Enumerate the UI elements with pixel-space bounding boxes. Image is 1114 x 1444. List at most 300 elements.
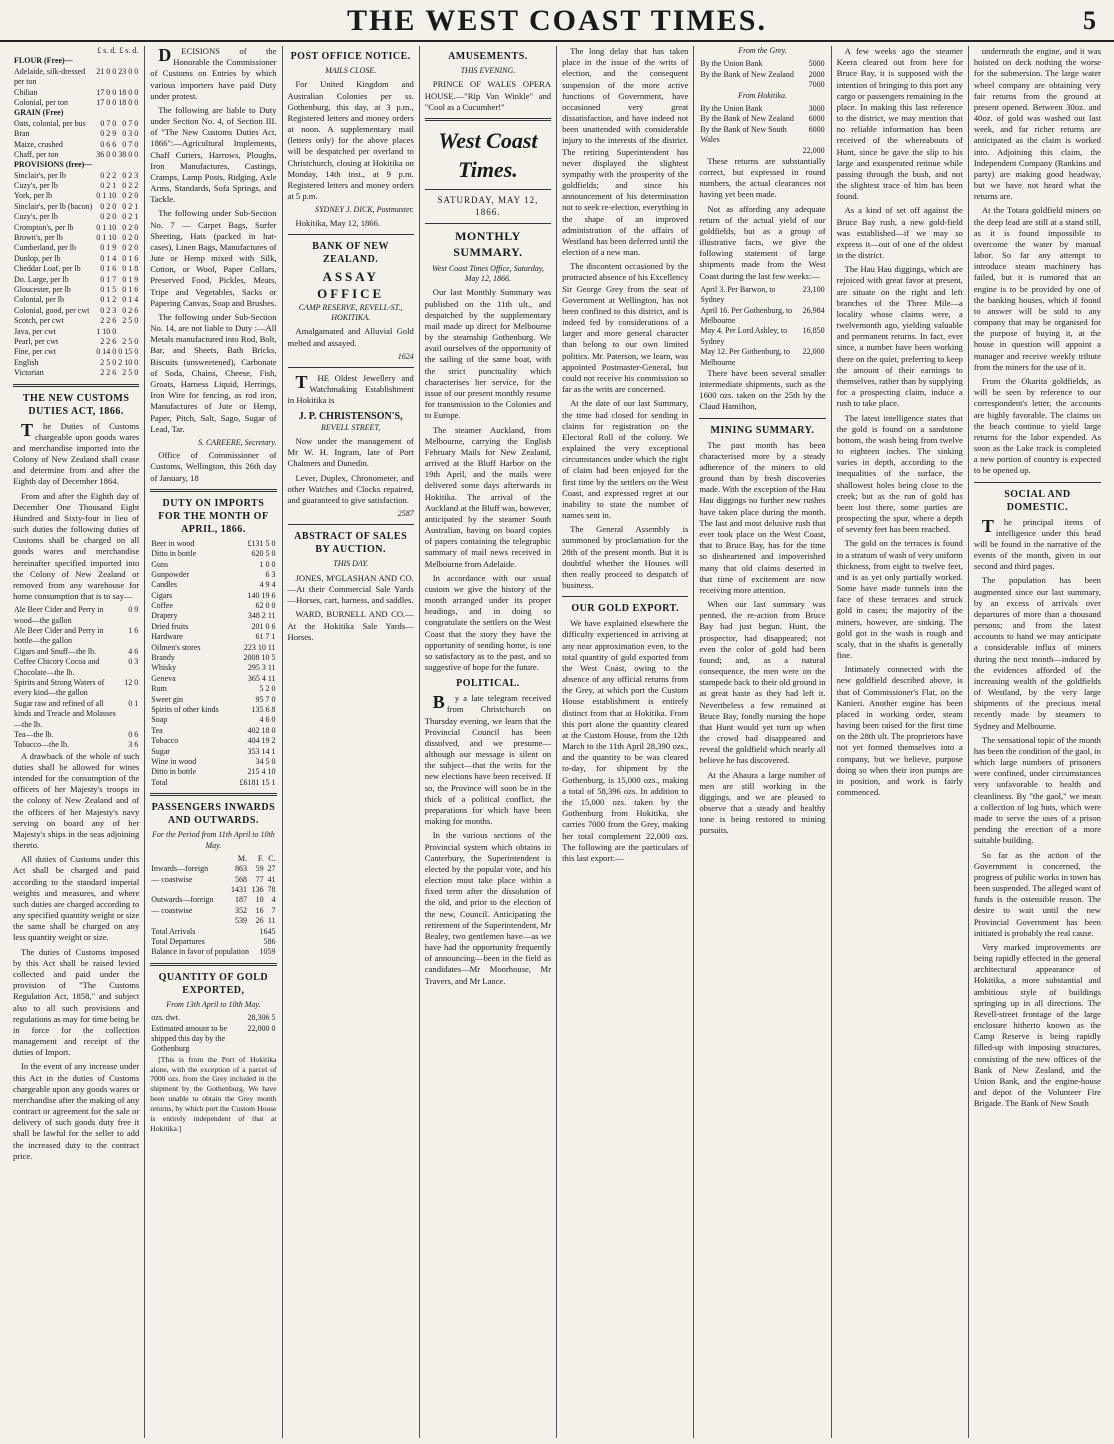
political-paragraph: The General Assembly is summoned by proclamation for the 28th of the present month. But it is doubtful whether the Houses will then really proceed to despatch of business. [562,524,689,591]
oz-label: ozs. dwt. [151,1013,180,1023]
jeweller-ad-street: REVELL STREET, [321,422,381,432]
hokitika-row [699,104,825,114]
hokitika-row-label: By the Union Bank [700,103,763,113]
import-row-v: 365 4 11 [247,673,276,683]
price-row [13,254,139,264]
price-a: 21 0 0 [96,66,117,76]
import-row-v: 353 14 1 [247,746,276,756]
import-row [150,601,276,611]
price-b: 0 2 0 [122,233,139,243]
price-a: 0 1 10 [96,222,117,232]
duty-row [13,730,139,740]
passenger-row-c: 78 [267,885,276,895]
duty-row [13,740,139,750]
price-a: 2 2 6 [100,336,117,346]
price-row [13,264,139,274]
price-label: Gloucester, per lb [14,284,71,294]
passenger-row-f: 136 [251,885,264,895]
shipment-row-v: 16,850 [802,326,825,336]
passenger-row-f: 59 [255,864,264,874]
column-6 [694,46,831,1438]
duty-row-label: Tobacco—the lb. [14,740,69,750]
price-a: 0 7 0 [100,118,117,128]
import-row [150,591,276,601]
shipment-row-label: May 4. Per Lord Ashley, to Sydney [700,326,788,346]
grey-row [699,80,825,90]
price-label: Pearl, per cwt [14,336,59,346]
page-columns [8,46,1106,1438]
price-label: Dunlop, per lb [14,253,61,263]
price-row [13,181,139,191]
mining-paragraph: When our last summary was penned, the re-action from Bruce Bay had just begun. Hunt, the prospector, had disappeared; not even the color of gold had been found; and, as a natural consequence, the men were on the stampede back to their old ground in as great haste as they had left it. Nevertheless a few remained at Bruce Bay, fondly nursing the hope that Hunt would yet turn up when the crowd had disappeared and reveal the goldfield which nearly all believe he has discovered. [699,599,826,766]
monthly-summary-heading: MONTHLY SUMMARY. [453,229,523,260]
import-row-label: Wine in wood [151,756,197,766]
import-row-label: Tobacco [151,736,179,746]
customs-paragraph: All duties of Customs under this Act shall be charged and paid according to the standard imperial weights and measures, and where such duties are charged according to any specified quantity weight or size the same shall be charged on any less quantity weight or size. [13,854,140,943]
duty-row-v: 0 6 [128,729,139,739]
political-paragraph: At the date of our last Summary, the time had closed for sending in claims for registration on the Electoral Roll of the colony. We explained the very exceptional circumstances under which the right of claim had been enjoyed for the first time by the settlers on the West Coast, and expressed regret at our inability to state the number of names sent in. [562,398,689,521]
import-row-label: Drapery [151,611,178,621]
price-a: 2 5 0 [100,357,117,367]
price-row [13,233,139,243]
import-row-label: Guns [151,559,169,569]
price-b: 0 1 9 [122,274,139,284]
mining-paragraph: At the Ahaura a large number of men are still working in the diggings, and we are pleased to observe that a steady and healthy tone is being restored to mining pursuits. [699,769,826,836]
import-row [150,653,276,663]
import-row-label: Sweet gin [151,694,184,704]
passenger-row-c: 11 [267,916,276,926]
price-a: 0 6 6 [100,139,117,149]
post-office-date: Hokitika, May 12, 1866. [295,217,381,228]
import-row-v: 348 2 11 [247,611,276,621]
price-row [13,327,139,337]
price-b: 38 0 0 [118,149,139,159]
duty-row-label: Cigars and Snuff—the lb. [14,646,97,656]
price-a: 36 0 0 [96,149,117,159]
passenger-row [150,875,276,885]
import-row-v: 95 7 0 [255,694,276,704]
price-b: 0 2 1 [122,201,139,211]
hokitika-row-v: 6000 [808,124,825,134]
balance: 1059 [259,947,276,957]
bank-ad-sub: CAMP RESERVE, REVELL-ST., HOKITIKA. [298,302,403,323]
mining-paragraph: A few weeks ago the steamer Keera cleared out from here for Bruce Bay, it is supposed with the intention of bringing to this port any cargo or passengers remaining in the place. In making this last reference to the district, we may mention that no reliable information has been received of the whereabouts of Hunt, since he gave the slip to his large and exasperated retinue while passing through the bush, and not the slightest trace of him has been found. [836,46,963,202]
price-b: 0 7 0 [122,118,139,128]
import-row-v: 135 6 8 [251,705,276,714]
passenger-row-label: — coastwise [151,874,193,884]
price-b: 0 2 6 [122,305,139,315]
passenger-row [150,906,276,916]
import-row-v: 215 4 10 [247,767,276,777]
customs-paragraph: The Duties of Customs chargeable upon goods wares and merchandise imported into the Colony of New Zealand shall cease and determine from and after the Eighth day of December 1864. [13,419,140,487]
passenger-row [150,864,276,874]
hokitika-row-v: 3000 [808,103,825,113]
bank-ad-heading: BANK OF NEW ZEALAND. [312,240,390,265]
newspaper-title: THE WEST COAST TIMES. [347,4,767,37]
import-row-v: 1 0 0 [259,559,276,569]
price-a: 0 1 6 [100,264,117,274]
passenger-row [150,895,276,905]
hokitika-table [699,104,825,156]
passenger-row-m: 539 [234,916,247,926]
import-row [150,695,276,705]
price-b: 0 1 6 [122,284,139,294]
estimated-label: Estimated amount to be shipped this day by the Gothenburg [151,1023,228,1054]
import-row-v: 295 3 11 [247,663,276,673]
import-row-v: 402 18 0 [247,725,276,735]
duty-row [13,626,139,647]
import-row-label: Hardware [151,632,183,642]
price-label: Colonial, good, per cwt [14,305,90,315]
shipment-row [699,285,825,306]
price-b: 2 5 0 [122,316,139,326]
column-3 [283,46,420,1438]
customs-paragraph: The duties of Customs imposed by this Act shall be raised levied collected and paid under the provision of "The Customs Regulation Act, 1858," and subject also to all such provisions and regulations as may for time being be in force for the collection management and receipt of the duties of Import. [13,946,140,1058]
column-7 [832,46,969,1438]
shipment-row-v: 26,984 [802,305,825,315]
price-a: 0 1 2 [100,295,117,305]
import-row [150,549,276,559]
column-5 [557,46,694,1438]
jeweller-ad-code: 2587 [397,509,414,519]
price-label: Fine, per cwt [14,347,56,357]
price-row [13,171,139,181]
paper-date: SATURDAY, MAY 12, 1866. [437,195,539,217]
price-a: 0 2 2 [100,170,117,180]
import-row-label: Soap [151,715,168,725]
social-paragraph: Very marked improvements are being rapidly effected in the general architectural appearance of Hokitika, a more substantial and ambitious style of buildings springing up in all directions. The Revell-street frontage of the large enclosure hitherto known as the Camp Reserve is being rapidly filled-up with imposing structures, consisting of the new offices of the Bank of New Zealand, and the Union Bank, and the engine-house and depot of the Volunteer Fire Brigade. The Bank of New South [973,941,1101,1109]
price-b: 2 10 0 [118,357,139,367]
price-b: 23 0 0 [118,66,139,76]
monthly-summary-paragraph: Our last Monthly Summary was published on the 11th ult., and despatched by the supplementary mail made up direct for Melbourne by the steamship Gothenburg. We avail ourselves of the opportunity of the sailing of the same boat, with the strict punctuality which characterises her service, for the issue of our present monthly resume for transmission to the Colonies and to Europe. [424,287,552,421]
grey-row-label [699,80,805,90]
gold-exported-period: From 13th April to 10th May. [166,999,261,1009]
price-row [13,191,139,201]
post-office-heading: POST OFFICE NOTICE. [290,51,411,62]
pass-col-m: M. [237,853,247,863]
political-paragraph: The long delay that has taken place in the issue of the writs of election, and the consequent suspension of the more active functions of Government, have occasioned very great dissatisfaction, and have indeed not been unattended with considerable injury to the interests of the district. The retiring Superintendent has never displayed the slightest sympathy with the prosperity of the goldfields; and since his announcement of his determination not to seek re-election, everything in the shape of an improved administration of the affairs of Westland has been deferred until the election of a new man. [562,46,689,258]
passenger-row-c: 4 [271,895,276,905]
price-category [13,160,139,170]
duty-row [13,678,139,699]
decisions-signature: S. CAREERE, Secretary. [197,437,277,447]
price-a: 0 1 10 [96,191,117,201]
pass-col-c: C. [268,853,276,863]
import-row-v: 404 19 2 [247,736,276,746]
mining-paragraph: The past month has been characterised more by a steady adherence of the miners to old ground than by fresh discoveries made. With the exception of the Hau Hau diggings no further new rushes have taken place during the month. The last and most delusive rush that ever took place on the West Coast, that to Bruce Bay, has for the time so disheartened and impoverished many that old claims deserted in that time of excitement are now receiving more attention. [699,439,826,595]
shipment-row [699,326,825,347]
passenger-row-f: 26 [255,916,264,926]
hokitika-row-v: 22,000 [802,145,825,155]
column-1 [8,46,145,1438]
import-row-v: 34 5 0 [255,756,276,766]
customs-paragraph: From and after the Eighth day of December One Thousand Eight Hundred and Sixty-four in lieu of such duties the following duties of Customs shall be charged on all goods wares and merchandise hereinafter specified imported into the Colony of New Zealand or removed from any warehouse for home consumption that is to say— [13,490,140,602]
import-row [150,684,276,694]
pass-col-f: F. [257,853,264,863]
monthly-summary-dateline: West Coast Times Office, Saturday, May 12, 1866. [432,263,544,284]
price-a: 0 14 0 [96,347,117,357]
price-row [13,295,139,305]
shipment-row-label: May 12. Per Gothenburg, to Melbourne [700,347,790,367]
customs-act-heading: THE NEW CUSTOMS DUTIES ACT, 1866. [22,392,130,417]
import-row [150,539,276,549]
price-b: 0 7 0 [122,139,139,149]
duty-row [13,647,139,657]
import-row-label: Gunpowder [151,569,190,579]
gold-exported-heading: QUANTITY OF GOLD EXPORTED, [158,971,269,996]
passenger-row-label: Inwards—foreign [151,864,209,874]
price-b: 0 15 0 [118,347,139,357]
price-row [13,337,139,347]
duty-row [13,657,139,678]
passenger-row-label [150,885,226,895]
total-value: £6181 15 1 [239,777,276,787]
passenger-row [150,885,276,895]
import-row-v: 201 0 6 [251,621,276,631]
social-heading: SOCIAL AND DOMESTIC. [1004,488,1071,513]
import-row [150,622,276,632]
passengers-heading: PASSENGERS INWARDS AND OUTWARDS. [151,802,276,827]
passengers-period: For the Period from 11th April to 10th May. [152,830,275,850]
import-row [150,560,276,570]
import-row [150,643,276,653]
price-b: 0 3 0 [122,129,139,139]
gold-export-heading: OUR GOLD EXPORT. [571,603,680,615]
gold-exported-note: [This is from the Port of Hokitika alone, with the exception of a parcel of 7000 ozs. from the Grey included in the shipment by the Gothenburg. We have been unable to obtain the Grey month returns, by which port the Custom House is entirely independent of that at Hokitika.] [150,1054,277,1133]
price-row [13,67,139,88]
shipment-row-label: April 16. Per Gothenburg, to Melbourne [700,305,793,325]
auction-item: JONES, M'GLASHAN AND CO.—At their Commercial Sale Yards—Horses, cart, harness, and saddles. [287,572,414,606]
price-b: 18 0 0 [118,87,139,97]
price-label: Victorian [14,368,44,378]
total-label: Total [151,777,168,787]
customs-paragraph: A drawback of the whole of such duties shall be allowed for wines intended for the consumption of the officers of her Majesty's troops in the colony of New Zealand and of the officers of her Majesty's navy serving on board any of her Majesty's ships in the seas adjoining thereto. [13,750,140,851]
passenger-row-label: — coastwise [151,905,193,915]
duty-row-label: Ale Beer Cider and Perry in wood—the gallon [14,605,104,625]
political-paragraph: The discontent occasioned by the protracted absence of his Excellency Sir George Grey from the seat of Government at Wellington, has not been confined to this district, and is indeed fed by considerations of a larger and more general character than belong to our own limited politics. Mr. Paterson, we learn, was appointed Postmaster-General, but could not receive his commission so far as the writs are concerned. [562,261,689,395]
duty-row [13,699,139,730]
gold-export-paragraph: There have been several smaller intermediate shipments, such as the 1600 ozs. taken on the 25th by the Claud Hamilton, [699,367,826,412]
import-row-label: Cigars [151,590,173,600]
political-paragraph: By a late telegram received from Christchurch on Thursday evening, we learn that the Provincial Council has been dissolved, and we presume—although our message is silent on the subject—that the writs for the new elections have been received. If so, the Province will soon be in the thick of a political conflict, the preparations for which have been making for months. [424,692,552,827]
monthly-summary-paragraph: The steamer Auckland, from Melbourne, carrying the English February Mails for New Zealand, arrived at the Bluff Harbor on the 19th April, and the mails were delivered some days afterwards in Hokitika. The arrival of the Auckland at the Bluff was, however, anticipated by the steamer South Australian, having on board copies of papers containing the telegraphic summary of mail news received in Melbourne from Adelaide. [424,424,552,569]
post-office-sub: MAILS CLOSE. [325,66,377,75]
price-row [13,243,139,253]
price-label: Brown's, per lb [14,233,63,243]
import-row-label: Tea [151,725,163,735]
import-row [150,663,276,673]
price-b: 0 1 8 [122,264,139,274]
price-category-label: GRAIN (Free) [14,108,64,118]
amusements-sub: THIS EVENING. [460,66,516,75]
import-row-v: 4 6 0 [259,715,276,725]
passenger-row-m: 187 [234,895,247,905]
amusements-heading: AMUSEMENTS. [448,51,528,62]
import-row-v: £131 5 0 [247,538,276,548]
price-label: Sinclair's, per lb [14,170,66,180]
import-row [150,674,276,684]
price-label: York, per lb [14,191,53,201]
price-row [13,119,139,129]
bank-ad-text: Amalgamated and Alluvial Gold melted and assayed. [287,326,414,348]
price-b: 2 5 0 [122,336,139,346]
political-paragraph: In the various sections of the Provincial system which obtains in Canterbury, the Superintendent is elected by the popular vote, and his election must take place within a fixed term after the dissolution of the old, and prior to the election of the new, Council. Anticipating the retirement of the Superintendent, Mr Bealey, two gentlemen have—as we have had the opportunity frequently of announcing—been in the field as candidates—Mr Moorhouse, Mr Travers, and Mr Lance. [424,830,552,986]
decisions-paragraph: The following under Sub-Section No. 7 — Carpet Bags, Surfer Sheeting, Hats (packed in hat-cases), Linen Bags, Manufactures of Jute or Hemp mixed with Silk, Cotton, or Wool, Paper Collars, Preserved Food, Pickles, Meats, Tripe and Vegetables, Sacks or Papering Canvas, Soap and Brushes. [150,208,277,308]
social-paragraph: The population has been augmented since our last summary, by an excess of arrivals over departures of more than a thousand persons; and from the latest accounts to hand we may anticipate a considerable influx of miners during the next month—induced by the evidences afforded of the increasing wealth of the goldfields of Westland, by the very large shipments of the precious metal recently made by steamers to Sydney and Melbourne. [973,575,1101,731]
price-a: 0 2 0 [100,201,117,211]
right-col-paragraph: underneath the engine, and it was hoisted on deck nothing the worse for the submersion. The large water wheel company are obtaining very fair returns from the ground at present opened. Between 30oz. and 40oz. of gold was washed out last week, and far richer returns are anticipated as the claim is worked into. Adjoining this claim, the Independent Company (Rankins and party) are making good headway, but we have not heard what the returns are. [973,46,1101,202]
import-row-v: 4 9 4 [259,580,276,590]
price-b: 0 2 0 [122,243,139,253]
customs-paragraph: In the event of any increase under this Act in the duties of Customs chargeable upon any goods wares or merchandise after the making of any contract or agreement for the sale or delivery of such goods duty free it shall be lawful for the seller to add the increased duty to the contract price. [13,1061,140,1161]
price-label: Colonial, per lb [14,295,64,305]
price-a: 0 1 5 [100,284,117,294]
passenger-row-c: 41 [267,874,276,884]
price-label: English [14,357,39,367]
import-row [150,757,276,767]
grey-row-v: 2000 [808,69,825,79]
column-2 [145,46,282,1438]
passengers-table [150,854,276,927]
price-a: 0 2 1 [100,181,117,191]
price-row [13,306,139,316]
price-a: 0 2 9 [100,129,117,139]
duty-row-v: 0 3 [128,657,139,667]
duty-imports-total [150,778,276,788]
duty-imports-heading: DUTY ON IMPORTS FOR THE MONTH OF APRIL, 1866. [158,497,269,535]
duty-row-v: 3 6 [128,740,139,750]
price-b: 0 1 4 [122,295,139,305]
price-b: 0 2 0 [122,222,139,232]
oz-value: 28,306 5 [247,1013,276,1023]
passenger-row-c: 27 [267,864,276,874]
shipment-row-v: 23,100 [802,284,825,294]
price-row [13,316,139,326]
price-b: 18 0 0 [118,97,139,107]
customs-duty-table [13,605,139,750]
price-label: Java, per cwt [14,326,56,336]
passenger-row-c: 7 [271,905,276,915]
price-category [13,56,139,66]
duty-row [13,605,139,626]
import-row-v: 5 2 0 [259,684,276,694]
import-row [150,632,276,642]
hokitika-row [699,114,825,124]
price-a: 0 1 7 [100,274,117,284]
import-row-v: 140 19 6 [247,590,276,600]
duty-row-label: Spirits and Strong Waters of every kind—the gallon [14,677,105,698]
import-row-v: 223 10 11 [243,642,276,652]
price-a: 17 0 0 [96,97,117,107]
hokitika-row [699,125,825,146]
hokitika-row-label [699,146,801,156]
grey-row-label: By the Union Bank [700,59,763,69]
paper-flag: West Coast Times. [438,127,538,182]
import-row [150,736,276,746]
passenger-row-f: 16 [255,905,264,915]
hokitika-row-v: 6000 [808,114,825,124]
grey-row-label: By the Bank of New Zealand [700,69,794,79]
balance-label: Balance in favor of population [151,947,250,957]
gold-exported-table [150,1013,276,1055]
social-paragraph: The sensational topic of the month has been the condition of the gaol, in which large numbers of prisoners were confined, under circumstances very unfavorable to health and cleanliness. By "the gaol," we mean a collection of log huts, which were made to serve the uses of a prison pending the erection of a more suitable building. [973,734,1101,846]
price-a: 0 1 4 [100,253,117,263]
grey-row-v: 5000 [808,59,825,69]
price-label: Do. Large, per lb [14,274,69,284]
social-paragraph: The principal items of intelligence under this head will be found in the narrative of the events of the month, given in our second and third pages. [973,515,1101,572]
hokitika-row-label: By the Bank of New South Wales [700,124,787,145]
price-category [13,108,139,118]
import-row [150,747,276,757]
gold-export-paragraph: Not as affording any adequate return of the actual yield of our goldfields, but as a group of illustrative facts, we give the following statement of large shipments made from the West Coast during the last few weeks:— [699,203,826,281]
price-b: 0 2 0 [122,191,139,201]
jeweller-ad [288,373,414,519]
price-row [13,202,139,212]
price-row [13,140,139,150]
price-row [13,368,139,378]
column-8 [969,46,1106,1438]
import-row-label: Brandy [151,653,175,663]
price-label: Cuzy's, per lb [14,181,58,191]
import-row-label: Ditto in bottle [151,767,197,777]
import-row-label: Dried fruits [151,621,189,631]
price-label: Oats, colonial, per bus [14,118,86,128]
hau-hau-paragraph: Intimately connected with the new goldfield described above, is that of Commissioner's Flat, on the Kanieri. Another engine has been placed in working order, steam having been raised for the first time on the 28th ult. The proprietors have not yet formed themselves into a company, but we believe, purpose doing so when their iron pumps are in position, and work is fairly commenced. [836,664,963,798]
estimated-value: 22,000 0 [247,1023,276,1033]
duty-row-label: Sugar raw and refined of all kinds and Treacle and Molasses—the lb. [14,698,116,729]
price-a: 0 2 0 [100,212,117,222]
shipments-table [699,285,825,368]
grey-row [699,70,825,80]
passenger-row-m: 863 [234,864,247,874]
grey-heading: From the Grey. [738,46,787,55]
price-label: Colonial, per ton [14,97,68,107]
duty-row-label: Coffee Chicory Cocoa and Chocolate—the lb. [14,657,100,677]
import-row [150,570,276,580]
price-row [13,212,139,222]
import-row-label: Ditto in bottle [151,549,197,559]
masthead [0,0,1114,42]
monthly-summary-paragraph: In accordance with our usual custom we give the history of the month arranged under its proper headings, and in doing so congratulate the settlers on the West Coast that the story they have the opportunity of sending home, is one so satisfactory as to the past, and so suggestive of hope for the future. [424,572,552,673]
price-label: Cuzy's, per lb [14,212,58,222]
import-row-label: Sugar [151,746,170,756]
import-row-v: 620 5 0 [251,549,276,559]
jeweller-ad-text: THE Oldest Jewellery and Watchmaking Establishment in Hokitika is [287,372,414,406]
import-row [150,705,276,715]
bank-ad [288,240,414,362]
passenger-row-m: 352 [234,905,247,915]
import-row-label: Beer in wood [151,538,195,548]
price-a: 0 1 9 [100,243,117,253]
shipment-row [699,306,825,327]
price-row [13,88,139,98]
page-number: 5 [1083,6,1096,35]
import-row [150,715,276,725]
passenger-row-f: 10 [255,895,264,905]
gold-export-paragraph: We have explained elsewhere the difficulty experienced in arriving at any near approximation even, to the total quantity of gold exported from the West Coast, owing to the absence of any official returns from the Grey, at which port the Custom House establishment is entirely distinct from that at Hokitika. From this port alone the quantity cleared at the Custom House, from the 12th March to the 11th April 28,390 ozs., and the quantity to be was cleared to-day, for shipment by the Gothenburg, is 15,000 ozs., making a total of 58,396 ozs. In addition to the 15,000 ozs. taken by the Gothenburg from Hokitika, she carries 7000 from the Grey, making her total complement 22,000 ozs. The following are the particulars of this last export:— [562,618,689,863]
right-col-paragraph: From the Okarita goldfields, as will be seen by reference to our correspondent's letter, the accounts are highly favorable. The claims on the beach continue to yield large returns for the labor expended. As soon as the Lake track is completed a new portion of country is expected to be opened up. [973,375,1101,476]
auction-sub: THIS DAY. [333,559,369,569]
post-office-text: For United Kingdom and Australian Colonies per ss. Gothenburg, this day, at 3 p.m., Registered letters and money orders at noon. A supplementary mail (letters only) for the above places will be despatched per overland to Christchurch, closing at Hokitika on Monday, 14th inst., at 9 p.m. Registered letters and money orders at 5 p.m. [287,79,414,202]
price-b: 0 1 6 [122,253,139,263]
shipment-row [699,347,825,368]
price-row [13,285,139,295]
market-prices-table [13,46,139,379]
price-a: 0 1 10 [96,233,117,243]
price-category-label: FLOUR (Free)— [14,56,73,66]
jeweller-ad-name: J. P. CHRISTENSON'S, [298,410,403,422]
price-header-b: £ s. d. [119,46,139,55]
